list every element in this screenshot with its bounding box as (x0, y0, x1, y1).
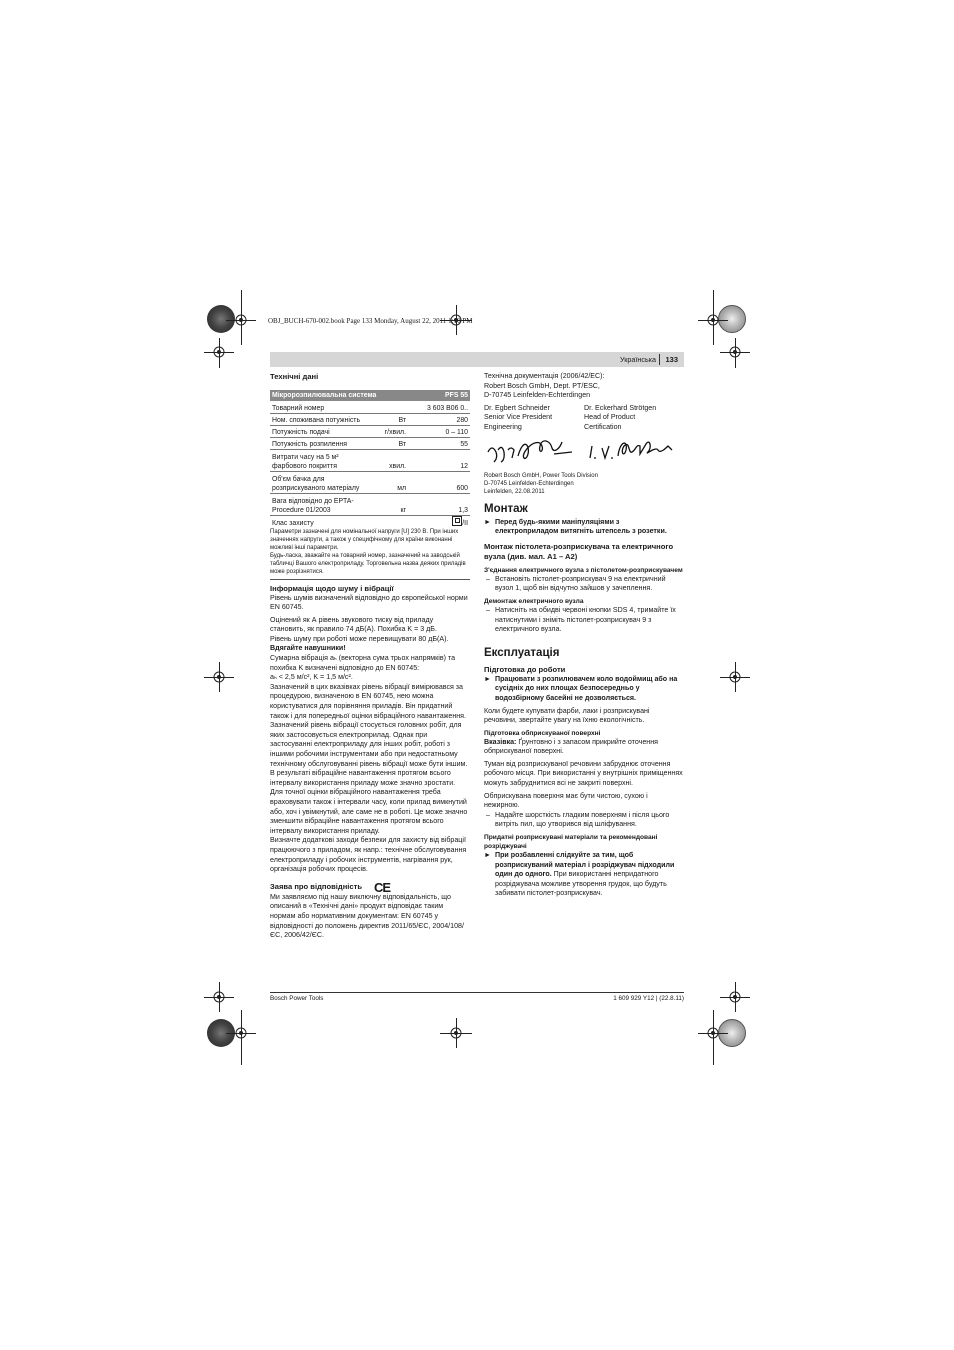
signatory-left (484, 404, 584, 433)
registration-target-icon (727, 989, 743, 1005)
connect-title: З'єднання електричного вузла з пістолетом-розприскувачем (484, 566, 683, 574)
list-item (484, 575, 684, 594)
prep-warning-text: Працювати з розпилювачем коло водоймищ або на сусідніх до них площах безпосередньо у водозбірному басейні не дозволяється. (495, 674, 678, 702)
registration-target-icon (211, 344, 227, 360)
spec-value: 0 – 110 (408, 425, 470, 437)
table-row (270, 515, 470, 528)
registration-circle-top-left (207, 305, 235, 333)
spec-unit: мл (366, 471, 408, 493)
surface-note-text: Ґрунтовно і з запасом прикрийте оточення обприскуваної поверхні. (484, 737, 658, 756)
ce-mark-icon: CE (374, 879, 391, 895)
spec-unit: Вт (366, 413, 408, 425)
montage-subtitle: Монтаж пістолета-розприскувача та електричного вузла (див. мал. A1 – A2) (484, 541, 674, 561)
header-separator (659, 354, 660, 365)
prep-warning (484, 675, 684, 704)
spec-label: Витрати часу на 5 м² фарбового покриття (270, 449, 366, 471)
surface-note (484, 738, 684, 757)
spec-label: Клас захисту (272, 519, 314, 527)
handwritten-signatures (484, 436, 684, 470)
footer-company: Bosch Power Tools (270, 995, 324, 1002)
double-insulation-icon (452, 516, 462, 526)
spec-label: Об'єм бачка для розприскуваного матеріалу (270, 471, 366, 493)
table-row (270, 401, 470, 413)
registration-target-icon (211, 669, 227, 685)
signatories (484, 404, 684, 433)
spec-value: 280 (408, 413, 470, 425)
spec-value: 600 (408, 471, 470, 493)
vib-p1: Сумарна вібрація aₕ (векторна сума трьох напрямків) та похибка K визначені відповідно до EN 60745: (270, 654, 456, 672)
noise-p2: Оцінений як А рівень звукового тиску від приладу становить, як правило 74 дБ(A). Похибка K = 3 дБ. (270, 615, 437, 634)
sign-company: Robert Bosch GmbH, Power Tools Division (484, 472, 598, 479)
vib-p3: Зазначений в цих вказівках рівень вібрації вимірювався за процедурою, визначеною в EN 60745, нею можна користуватися для порівняння приладів. Він придатний також і для попередньої оцінки вібраційного навантаження. Зазначений рівень вібрації стосується головних робіт, для яких застосовується електроприлад. Однак при застосуванні електроприладу для інших робіт, роботі з іншими робочими інструментами або при недостатньому технічному обслуговуванні рівень вібрації може бути іншим. В результаті вібраційне навантаження протягом всього інтервалу використання приладу може значно зростати. (270, 682, 468, 787)
protection-class-cell (408, 515, 470, 528)
materials-warning-text: При розбавленні слідкуйте за тим, щоб розприскуваний матеріал і розріджувач підходили один до одного. (495, 851, 675, 879)
dismount-title: Демонтаж електричного вузла (484, 597, 584, 605)
prep-title: Підготовка до роботи (484, 664, 566, 674)
spec-label: Потужність розпилення (270, 437, 366, 449)
surface-p3: Обприскувана поверхня має бути чистою, сухою і нежирною. (484, 791, 648, 810)
spec-value: 1,3 (408, 493, 470, 515)
list-item (484, 811, 684, 830)
spec-label: Потужність подачі (270, 425, 366, 437)
materials-text: При використанні непридатного розріджувача можливе утворення грудок, що будуть забивати пістолет-розприскувач. (495, 870, 667, 898)
registration-target-icon (448, 1025, 464, 1041)
spec-unit: хвил. (366, 449, 408, 471)
signatory-dept: Engineering (484, 422, 522, 431)
spec-header-label: Мікророзпилювальна система (270, 390, 408, 401)
materials-title: Придатні розприскувані матеріали та рекомендовані розріджувачі (484, 834, 658, 851)
vib-p2: aₕ < 2,5 м/с², K = 1,5 м/с². (270, 673, 353, 682)
right-column (484, 372, 684, 899)
registration-target-icon (211, 989, 227, 1005)
surface-title: Підготовка обприскуваної поверхні (484, 729, 601, 737)
conformity-text: Ми заявляємо під нашу виключну відповідальність, що описаний в «Технічні дані» продукт відповідає таким нормам або нормативним документам: EN 60745 у відповідності до положень директив 2011/65/ЄС, 2004/108/ЄС, 2006/42/ЄС. (270, 892, 464, 940)
table-row (270, 449, 470, 471)
protection-class-value: /II (462, 519, 468, 527)
spec-label: Товарний номер (270, 401, 366, 413)
signatory-name: Dr. Egbert Schneider (484, 403, 550, 412)
vib-p5: Визначте додаткові заходи безпеки для захисту від вібрації працюючого з приладом, як напр.: технічне обслуговування електроприладу і робочих інструментів, нагрівання рук, організація робочих процесів. (270, 836, 467, 874)
registration-circle-top-right (718, 305, 746, 333)
signatory-title: Head of Product (584, 413, 636, 422)
surface-note-label: Вказівка: (484, 737, 517, 746)
table-row (270, 493, 470, 515)
arrow-right-icon: ► (484, 517, 492, 526)
note-voltage: Параметри зазначені для номінальної напруги [U] 230 В. При інших значеннях напруги, а також у специфічному для країни виконанні можливі інші параметри. (270, 528, 459, 551)
divider (270, 579, 470, 580)
registration-target-icon (705, 312, 721, 328)
page-header-bar (270, 352, 684, 367)
left-column (270, 372, 470, 941)
spec-unit: Вт (366, 437, 408, 449)
registration-target-icon (233, 312, 249, 328)
spec-value: 12 (408, 449, 470, 471)
materials-paragraph (495, 851, 684, 899)
montage-warning-text: Перед будь-якими маніпуляціями з електроприладом витягніть штепсель з розетки. (495, 517, 667, 536)
noise-title: Інформація щодо шуму і вібрації (270, 583, 394, 593)
footer-divider (270, 992, 684, 993)
vib-p4: Для точної оцінки вібраційного навантаження треба враховувати також і інтервали часу, коли прилад вимкнутий або, хоч і увімкнутий, але саме не в роботі. Це може значно зменшити вібраційне навантаження протягом всього інтервалу використання приладу. (270, 788, 468, 835)
operation-title: Експлуатація (484, 646, 560, 659)
list-item (484, 606, 684, 635)
table-row (270, 425, 470, 437)
arrow-right-icon: ► (484, 674, 492, 683)
techdoc-line: Robert Bosch GmbH, Dept. PT/ESC, (484, 381, 600, 390)
spec-label: Вага відповідно до EPTA-Procedure 01/2003 (270, 493, 366, 515)
registration-target-icon (233, 1025, 249, 1041)
spec-header-model: PFS 55 (408, 390, 470, 401)
materials-warning (484, 851, 684, 899)
sign-address: D-70745 Leinfelden-Echterdingen (484, 480, 574, 487)
montage-warning (484, 518, 684, 537)
spec-table-header (270, 390, 470, 401)
noise-p1: Рівень шумів визначений відповідно до європейської норми EN 60745. (270, 593, 468, 612)
dash-marker: – (486, 605, 490, 614)
spec-unit: кг (366, 493, 408, 515)
table-row (270, 437, 470, 449)
montage-title: Монтаж (484, 502, 528, 515)
dash-marker: – (486, 574, 490, 583)
registration-target-icon (727, 344, 743, 360)
conformity-title-text: Заява про відповідність (270, 881, 363, 891)
dash-marker: – (486, 810, 490, 819)
page-number: 133 (665, 355, 678, 364)
connect-text: Встановіть пістолет-розприскувач 9 на електричний вузол 1, щоб він відчутно зайшов у зачеплення. (495, 574, 666, 593)
prep-text: Коли будете купувати фарби, лаки і розприскувані речовини, звертайте увагу на їхню екологічність. (484, 706, 650, 725)
signatory-title: Senior Vice President (484, 413, 553, 422)
surface-dash-text: Надайте шорсткість гладким поверхням і після цього витріть пил, що утворився від шліфування. (495, 810, 670, 829)
arrow-right-icon: ► (484, 851, 492, 860)
table-row (270, 471, 470, 493)
footer-doc-number: 1 609 929 Y12 | (22.8.11) (613, 995, 684, 1002)
spec-table (270, 390, 470, 528)
noise-p3: Рівень шуму при роботі може перевищувати 80 дБ(A). (270, 634, 449, 643)
techdoc-line: Технічна документація (2006/42/EC): (484, 372, 605, 380)
spec-unit: г/хвил. (366, 425, 408, 437)
conformity-title (270, 879, 470, 895)
signatory-right (584, 404, 684, 433)
language-label: Українська (620, 355, 656, 364)
signatory-name: Dr. Eckerhard Strötgen (584, 403, 657, 412)
sign-date: Leinfelden, 22.08.2011 (484, 488, 545, 495)
noise-warning: Вдягайте навушники! (270, 644, 346, 653)
spec-unit (366, 401, 408, 413)
surface-p2: Туман від розприскуваної речовини забруднює оточення робочого місця. При використанні у внутрішніх приміщеннях можуть забруднитися всі не закриті поверхні. (484, 759, 683, 788)
registration-target-icon (727, 669, 743, 685)
signatory-dept: Certification (584, 422, 622, 431)
tech-data-title: Технічні дані (270, 372, 319, 381)
note-article: Будь-ласка, зважайте на товарний номер, зазначений на заводській табличці Вашого електроприладу. Торговельна назва деяких приладів може розрізнятися. (270, 552, 466, 575)
spec-label: Ном. споживана потужність (270, 413, 366, 425)
dismount-text: Натисніть на обидві червоні кнопки SDS 4, тримайте їх натиснутими і зніміть пістолет-розприскувач 9 з електричного вузла. (495, 605, 676, 634)
table-row (270, 413, 470, 425)
spec-value: 55 (408, 437, 470, 449)
file-header: OBJ_BUCH-670-002.book Page 133 Monday, August 22, 2011 1:10 PM (268, 317, 473, 325)
spec-value: 3 603 B06 0.. (408, 401, 470, 413)
techdoc-line: D-70745 Leinfelden-Echterdingen (484, 391, 591, 400)
registration-target-icon (705, 1025, 721, 1041)
